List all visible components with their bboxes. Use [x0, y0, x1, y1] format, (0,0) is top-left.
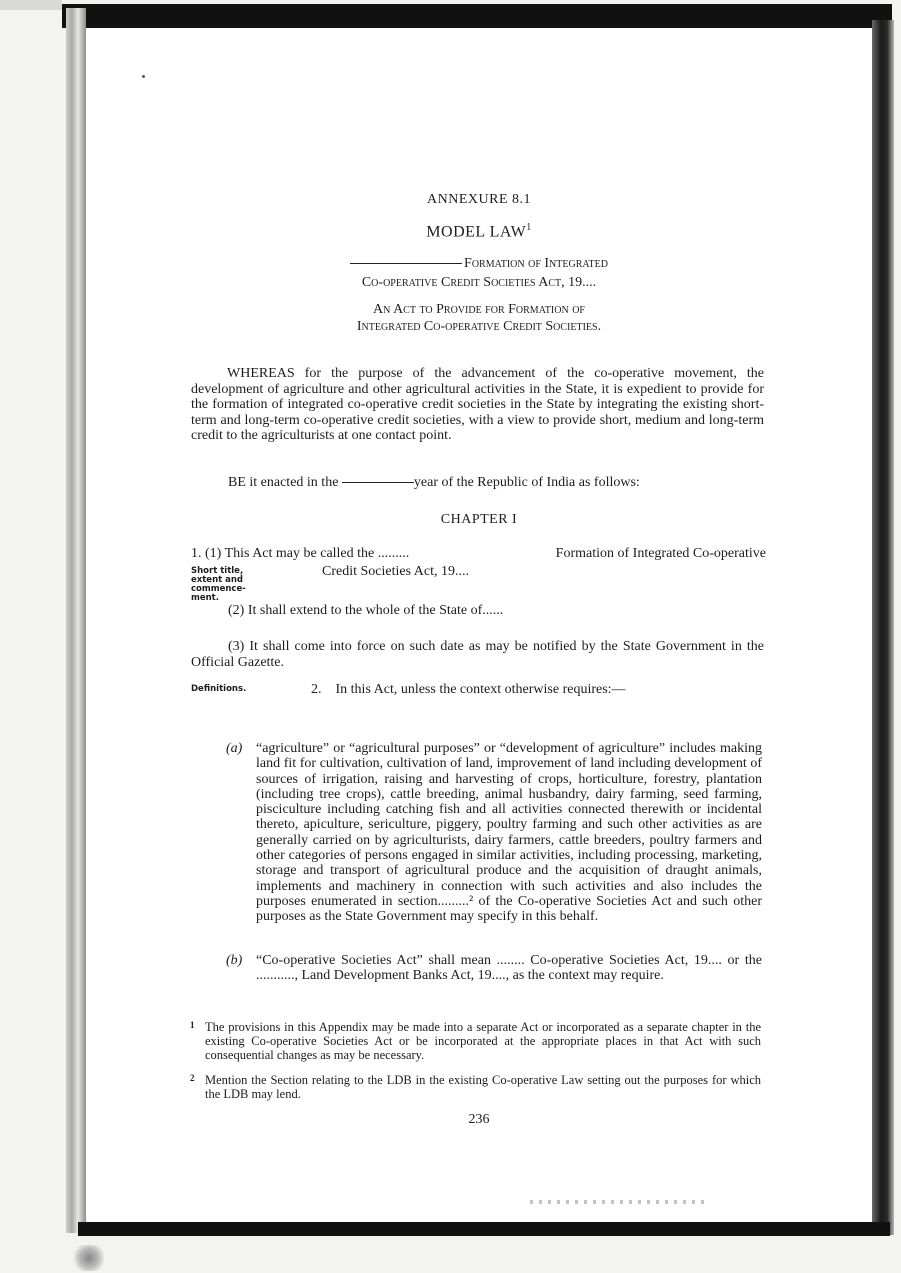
item-label: (a) [226, 741, 243, 756]
preamble-title-line2: Integrated Co-operative Credit Societies. [356, 319, 602, 334]
model-law-heading: MODEL LAW$^1$ [426, 222, 532, 241]
chapter-heading: CHAPTER I [440, 512, 518, 527]
act-title-line2: Co-operative Credit Societies Act, 19.... [361, 275, 597, 290]
preamble-title-line1: An Act to Provide for Formation of [373, 302, 585, 317]
section-1-line: 1. (1) This Act may be called the ......... Formation of Integrated Co-operative [191, 546, 766, 561]
scan-frame-bottom [78, 1222, 890, 1236]
margin-note-short-title: Short title, extent and commence-ment. [191, 566, 246, 603]
scan-frame-top [62, 4, 892, 28]
margin-note-definitions: Definitions. [191, 684, 247, 694]
item-label: (b) [226, 953, 243, 968]
whereas-paragraph: WHEREAS for the purpose of the advancement of the co-operative movement, the development of agriculture and other agricultural activities in the State, it is expedient to provide for the formation of integrated co-operative credit societies in the State by integrating the existing short-term and long-term co-operative credit societies, with a view to provide short, medium and long-term credit to the agriculturists at one contact point. [191, 366, 764, 444]
scan-smudge [530, 1200, 710, 1204]
scan-speck [142, 75, 145, 78]
section-1-sub3: (3) It shall come into force on such date as may be notified by the State Government in the Official Gazette. [191, 639, 764, 670]
definition-a: (a) “agriculture” or “agricultural purposes” or “development of agriculture” includes making land fit for cultivation, cultivation of land, improvement of land including development of sources of irrigation, raising and harvesting of crops, horticulture, forestry, plantation (including tree crops), cattle breeding, animal husbandry, dairy farming, seed farming, pisciculture including catching fish and all activities connected therewith or incidental thereto, apiculture, sericulture, piggery, poultry farming and such other activities as are generally carried on by agriculturists, dairy farmers, cattle breeders, poultry farmers and other categories of persons engaged in similar activities, including processing, marketing, storage and transport of agricultural produce and the acquisition of draught animals, implements and machinery in connection with such activities and also includes the purposes enumerated in section.........² of the Co-operative Societies Act and such other purposes as the State Government may specify in this behalf. [226, 741, 762, 925]
section-1-continuation: Credit Societies Act, 19.... [322, 564, 469, 579]
section-1-sub2: (2) It shall extend to the whole of the State of...... [228, 603, 504, 618]
page-number: 236 [468, 1112, 490, 1127]
footnote-mark: 1 [190, 1020, 195, 1030]
definition-b: (b) “Co-operative Societies Act” shall mean ........ Co-operative Societies Act, 19.... or the ..........., Land Development Banks Act, 19...., as the context may require. [226, 953, 762, 984]
enacted-line: BE it enacted in the year of the Republic of India as follows: [228, 475, 640, 490]
annexure-heading: ANNEXURE 8.1 [427, 192, 531, 207]
footnote-1: 1 The provisions in this Appendix may be made into a separate Act or incorporated as a separate chapter in the existing Co-operative Societies Act or be incorporated at the appropriate places in that Act with such consequential changes as may be necessary. [190, 1020, 761, 1062]
footnote-mark: 2 [190, 1073, 195, 1083]
scan-edge [0, 0, 62, 10]
blank-line [342, 482, 414, 483]
scan-frame-right [872, 20, 894, 1235]
footnote-mark: 1 [526, 222, 532, 233]
footnote-2: 2 Mention the Section relating to the LDB in the existing Co-operative Law setting out the purposes for which the LDB may lend. [190, 1073, 761, 1101]
blank-line [350, 263, 462, 264]
scan-frame-left [66, 8, 86, 1233]
section-2-intro: 2. In this Act, unless the context otherwise requires:— [311, 682, 626, 697]
act-title-line1: Formation of Integrated [86, 256, 872, 272]
scan-blot [72, 1245, 106, 1271]
